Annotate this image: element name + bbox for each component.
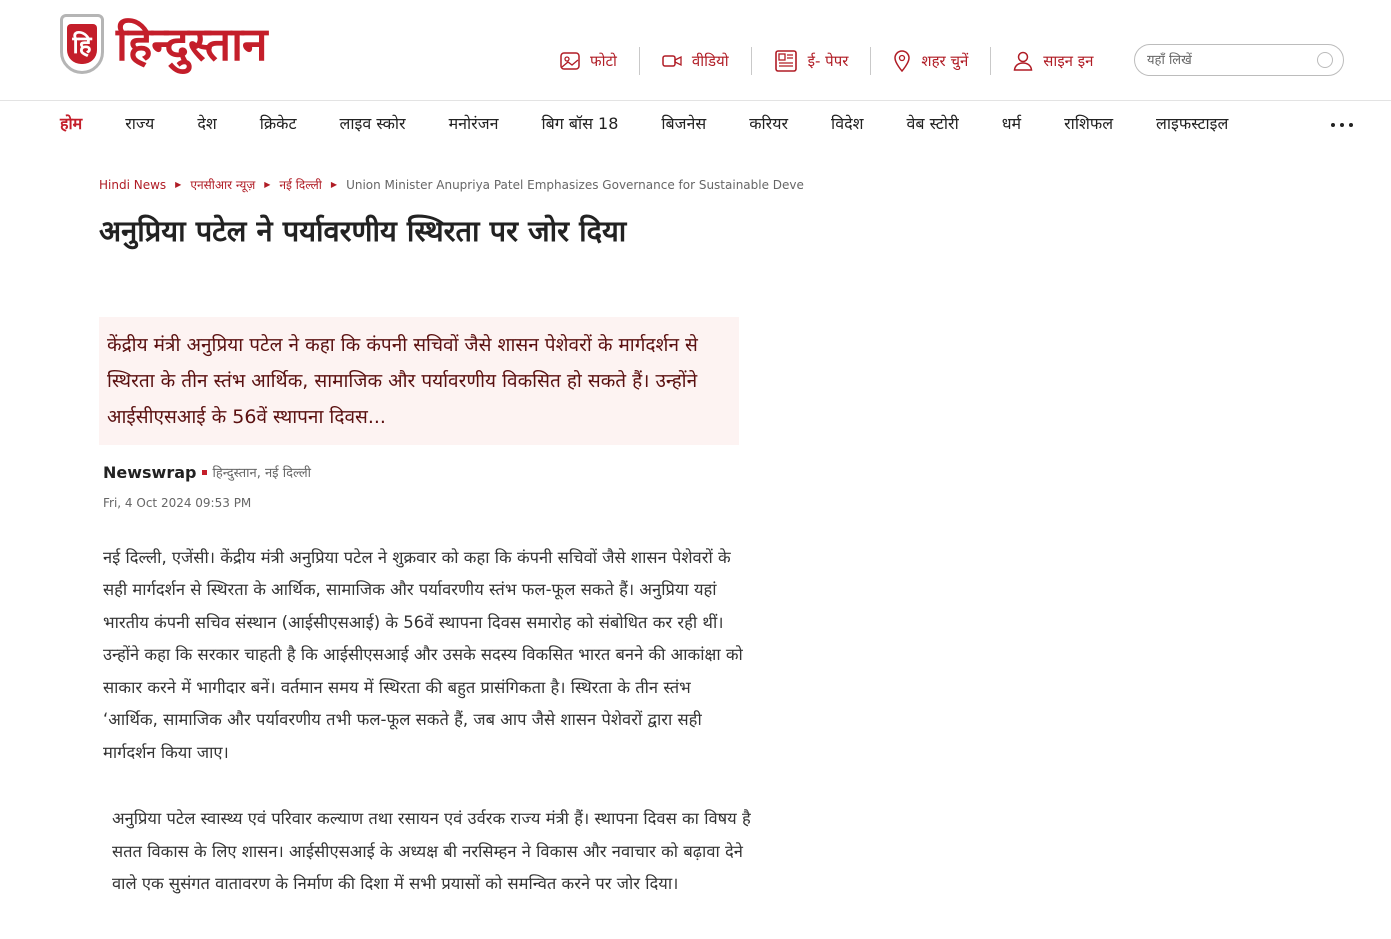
breadcrumb-separator-icon: ▶ (330, 180, 338, 189)
breadcrumb-separator-icon: ▶ (264, 180, 271, 189)
breadcrumb-current: Union Minister Anupriya Patel Emphasizes Governance for Sustainable Deve (346, 177, 804, 192)
breadcrumb-hindi-news[interactable]: Hindi News (99, 177, 167, 192)
nav-item-live-score[interactable]: लाइव स्कोर (339, 114, 406, 133)
more-menu-icon[interactable] (1331, 123, 1353, 127)
nav-item-states[interactable]: राज्य (125, 114, 155, 133)
article-paragraph: नई दिल्ली, एजेंसी। केंद्रीय मंत्री अनुप्रिया पटेल ने शुक्रवार को कहा कि कंपनी सचिवों जैसे शासन पेशेवरों के सही मार्गदर्शन से स्थिरता के आर्थिक, सामाजिक और पर्यावरणीय स्तंभ फल-फूल सकते हैं। अनुप्रिया यहां भारतीय कंपनी सचिव संस्थान (आईसीएसआई) के 56वें स्थापना दिवस समारोह को संबोधित कर रही थीं। उन्होंने कहा कि सरकार चाहती है कि आईसीएसआई और उसके सदस्य विकसित भारत बनने की आकांक्षा को साकार करने में भागीदार बनें। वर्तमान समय में स्थिरता की बहुत प्रासंगिकता है। स्थिरता के तीन स्तंभ ‘आर्थिक, सामाजिक और पर्यावरणीय तभी फल-फूल सकते हैं, जब आप जैसे शासन पेशेवरों द्वारा सही मार्गदर्शन किया जाए। (103, 547, 743, 762)
nav-item-world[interactable]: विदेश (831, 114, 864, 133)
header-tools (560, 45, 1115, 77)
photo-link[interactable] (560, 47, 639, 75)
nav-item-entertainment[interactable]: मनोरंजन (448, 114, 499, 133)
article-paragraph: अनुप्रिया पटेल स्वास्थ्य एवं परिवार कल्याण तथा रसायन एवं उर्वरक राज्य मंत्री हैं। स्थापना दिवस का विषय है सतत विकास के लिए शासन। आईसीएसआई के अध्यक्ष बी नरसिम्हन ने विकास और नवाचार को बढ़ावा देने वाले एक सुसंगत वातावरण के निर्माण की दिशा में सभी प्रयासों को समन्वित करने पर जोर दिया। (112, 809, 751, 894)
photo-icon (560, 52, 580, 70)
video-label: वीडियो (691, 52, 729, 70)
search-icon[interactable] (1317, 52, 1333, 68)
search-input[interactable] (1145, 52, 1309, 69)
nav-item-horoscope[interactable]: राशिफल (1064, 114, 1114, 133)
breadcrumb (99, 176, 804, 193)
epaper-icon (774, 49, 798, 73)
site-logo[interactable] (60, 14, 267, 74)
video-icon (662, 54, 682, 68)
article-source: हिन्दुस्तान, नई दिल्ली (212, 466, 312, 482)
user-icon (1013, 51, 1033, 71)
article-title: अनुप्रिया पटेल ने पर्यावरणीय स्थिरता पर जोर दिया (99, 214, 627, 248)
location-pin-icon (893, 50, 911, 72)
logo-wordmark: हिन्दुस्तान (116, 17, 267, 71)
author-name[interactable]: Newswrap (103, 462, 197, 482)
site-header (0, 0, 1391, 101)
byline-separator (202, 470, 207, 475)
city-select-label: शहर चुनें (921, 52, 969, 70)
nav-item-web-story[interactable]: वेब स्टोरी (906, 114, 959, 133)
nav-item-business[interactable]: बिजनेस (661, 114, 707, 133)
nav-item-country[interactable]: देश (197, 114, 217, 133)
breadcrumb-new-delhi[interactable]: नई दिल्ली (279, 178, 322, 192)
city-select[interactable] (870, 47, 990, 75)
epaper-label: ई- पेपर (807, 52, 849, 70)
main-nav (0, 101, 1391, 145)
logo-shield-icon (60, 14, 104, 74)
epaper-link[interactable] (751, 47, 871, 75)
nav-item-home[interactable]: होम (60, 114, 83, 133)
article (99, 176, 804, 917)
sign-in-label: साइन इन (1043, 52, 1094, 70)
nav-item-bigg-boss[interactable]: बिग बॉस 18 (541, 114, 619, 133)
sign-in-link[interactable] (990, 47, 1115, 75)
search-box (1134, 44, 1344, 76)
breadcrumb-ncr-news[interactable]: एनसीआर न्यूज़ (190, 178, 256, 192)
photo-label: फोटो (590, 52, 617, 70)
nav-item-career[interactable]: करियर (749, 114, 789, 133)
video-link[interactable] (639, 47, 751, 75)
article-summary: केंद्रीय मंत्री अनुप्रिया पटेल ने कहा कि कंपनी सचिवों जैसे शासन पेशेवरों के मार्गदर्शन से स्थिरता के तीन स्तंभ आर्थिक, सामाजिक और पर्यावरणीय विकसित हो सकते हैं। उन्होंने आईसीएसआई के 56वें स्थापना दिवस... (99, 317, 739, 445)
byline (99, 463, 749, 482)
nav-item-religion[interactable]: धर्म (1001, 114, 1022, 133)
nav-item-cricket[interactable]: क्रिकेट (259, 114, 297, 133)
nav-item-lifestyle[interactable]: लाइफस्टाइल (1156, 114, 1229, 133)
publish-date: Fri, 4 Oct 2024 09:53 PM (103, 495, 252, 510)
logo-badge-text: हि (67, 24, 97, 64)
breadcrumb-separator-icon: ▶ (175, 180, 182, 189)
